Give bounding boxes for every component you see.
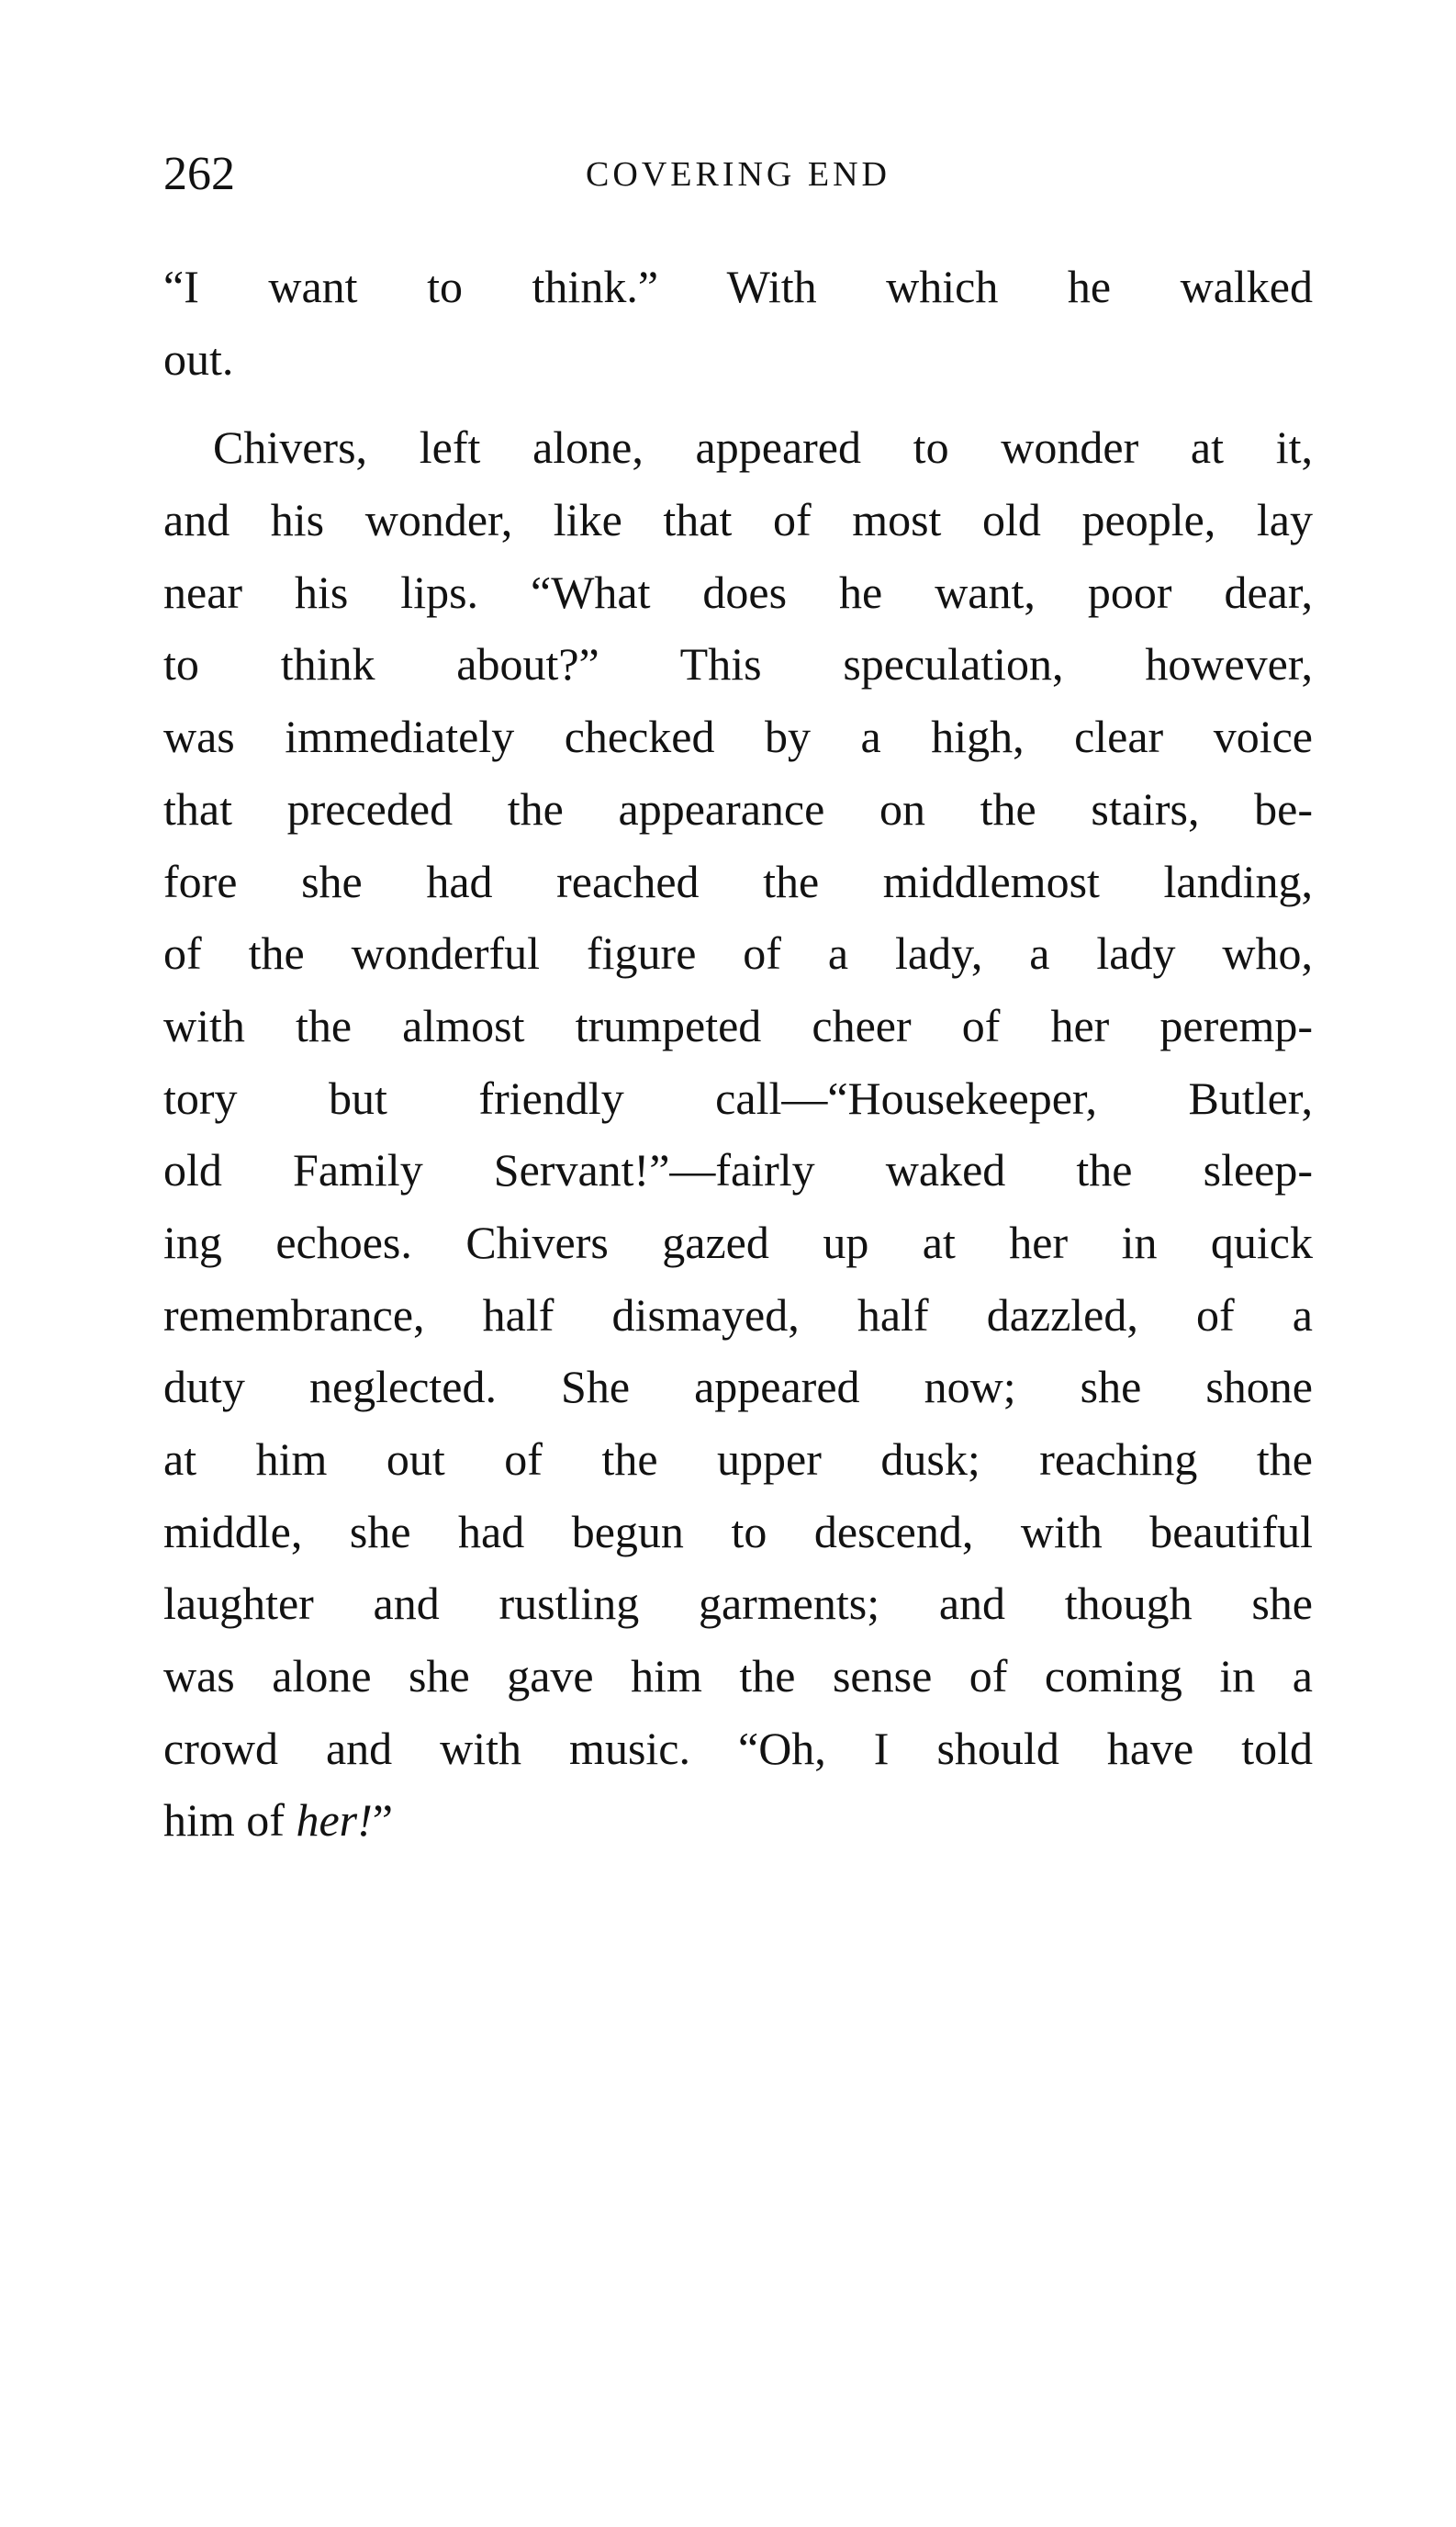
text-line: middle, she had begun to descend, with beautiful <box>163 1505 1313 1557</box>
body-text <box>163 251 1313 1857</box>
text-line: laughter and rustling garments; and though she <box>163 1578 1313 1630</box>
paragraph-gap <box>163 395 1313 411</box>
text-line: was immediately checked by a high, clear voice <box>163 711 1313 763</box>
text-line: was alone she gave him the sense of coming in a <box>163 1650 1313 1702</box>
text-line: old Family Servant!”—fairly waked the sleep- <box>163 1144 1313 1196</box>
text-line: at him out of the upper dusk; reaching the <box>163 1433 1313 1485</box>
paragraph <box>163 251 1313 395</box>
text-line: that preceded the appearance on the stairs, be- <box>163 782 1313 835</box>
emphasized-word: her! <box>296 1794 373 1847</box>
text-line: tory but friendly call—“Housekeeper, Butler, <box>163 1072 1313 1124</box>
running-head <box>163 138 1313 211</box>
text-line: to think about?” This speculation, however, <box>163 638 1313 691</box>
page-number: 262 <box>163 148 235 200</box>
text-line: “I want to think.” With which he walked <box>163 261 1313 312</box>
closing-quote: ” <box>372 1794 393 1847</box>
text-line: crowd and with music. “Oh, I should have told <box>163 1722 1313 1774</box>
text-line: and his wonder, like that of most old people, lay <box>163 494 1313 546</box>
text-line: out. <box>163 332 234 385</box>
text-line: of the wonderful figure of a lady, a lady who, <box>163 927 1313 980</box>
text-line: Chivers, left alone, appeared to wonder at it, <box>213 421 1313 474</box>
running-title: COVERING END <box>586 155 890 194</box>
text-line: ing echoes. Chivers gazed up at her in quick <box>163 1216 1313 1268</box>
text-line: fore she had reached the middlemost landing, <box>163 855 1313 907</box>
text-line <box>163 1784 1313 1857</box>
text-fragment: him of <box>163 1794 297 1847</box>
paragraph <box>163 411 1313 1857</box>
text-line: near his lips. “What does he want, poor dear, <box>163 566 1313 618</box>
text-line: duty neglected. She appeared now; she shone <box>163 1361 1313 1413</box>
text-line: with the almost trumpeted cheer of her peremp- <box>163 999 1313 1051</box>
text-line: remembrance, half dismayed, half dazzled, of a <box>163 1288 1313 1341</box>
